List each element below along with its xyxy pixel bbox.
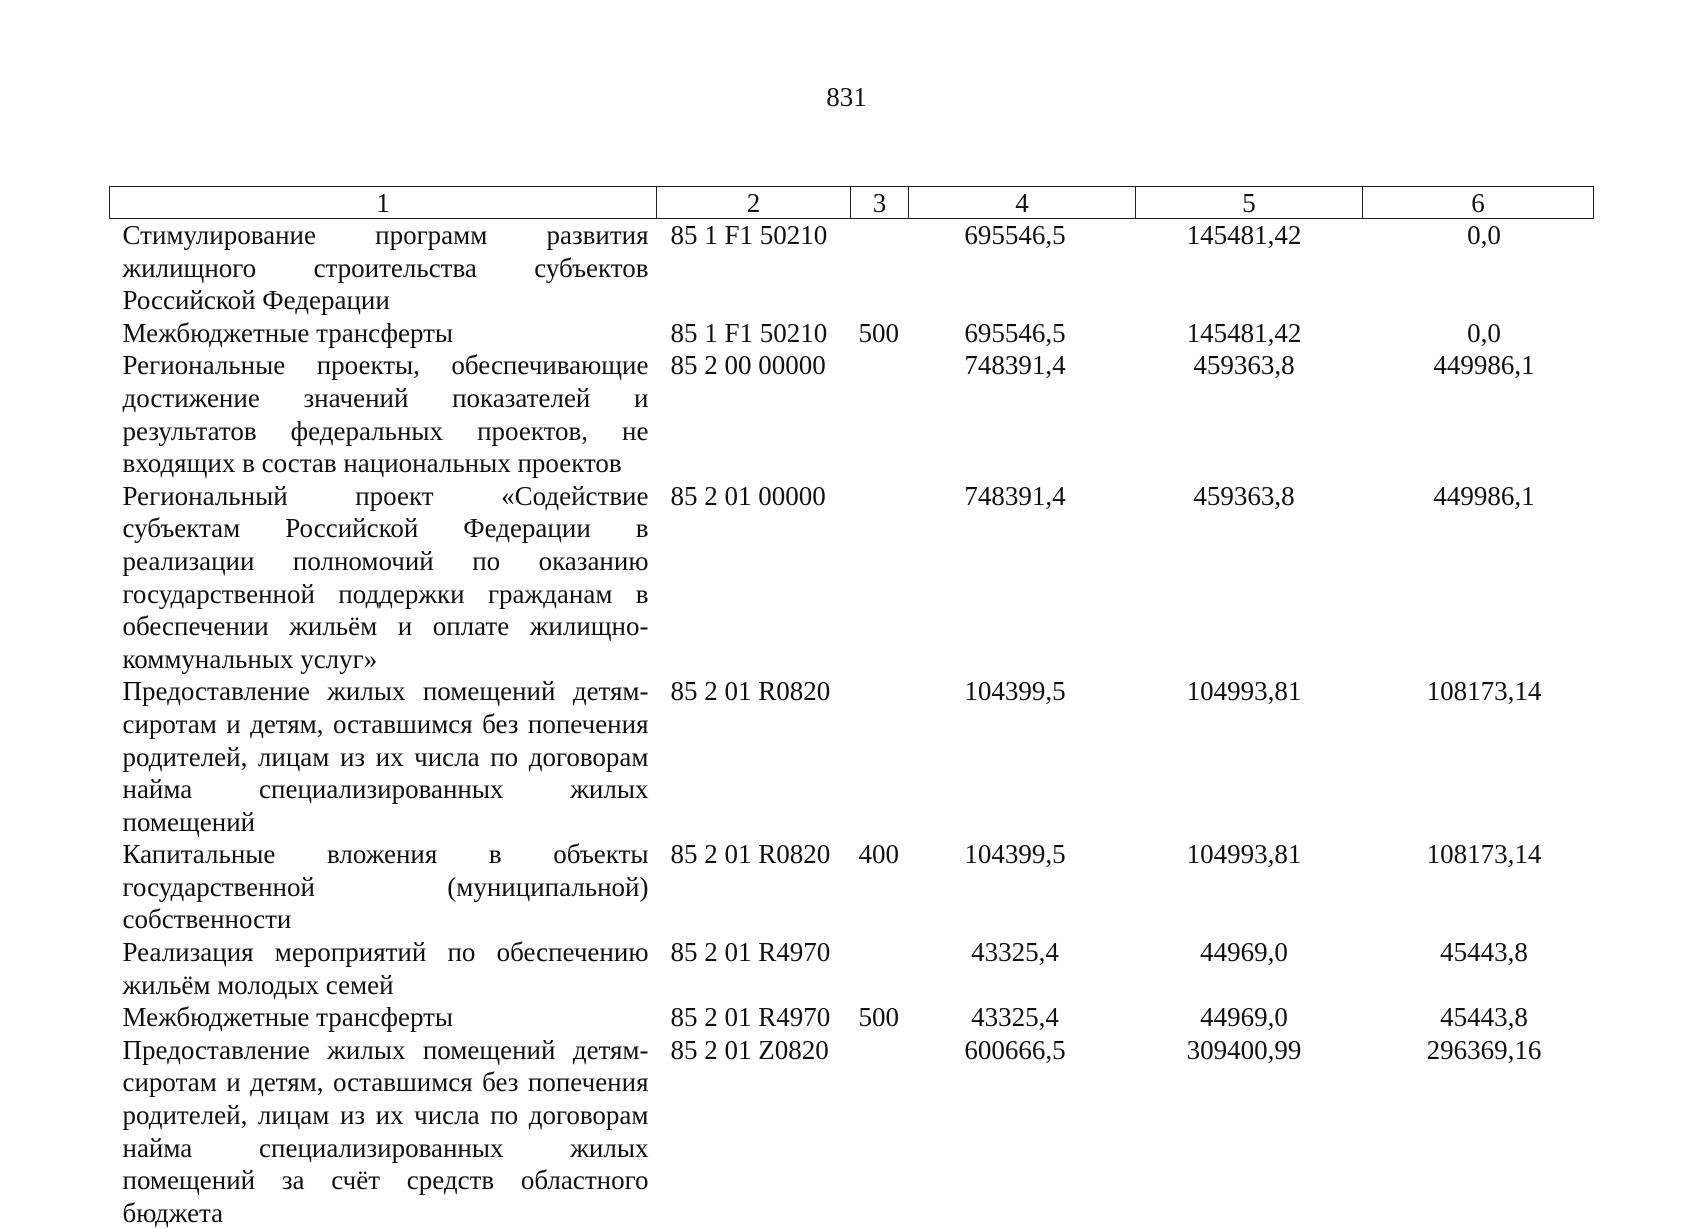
amount-col4: 104399,5 — [964, 676, 1066, 707]
amount-col6: 108173,14 — [1426, 676, 1542, 707]
table-row — [110, 480, 1594, 676]
page-number: 831 — [826, 82, 867, 112]
item-name: Предоставление жилых помещений детям-сиротам и детям, оставшимся без попечения родителей, лицам из их числа по договорам найма специализированных жилых помещений за счёт средств областного бюджета — [122, 1034, 649, 1228]
target-article-code: 85 2 00 00000 — [670, 350, 826, 381]
column-header: 3 — [851, 187, 909, 219]
expense-type-code: 500 — [858, 317, 899, 348]
item-name: Региональные проекты, обеспечивающие достижение значений показателей и результатов федеральных проектов, не входящих в состав национальных проектов — [122, 350, 649, 479]
amount-col4: 748391,4 — [964, 350, 1066, 381]
table-header-row — [110, 187, 1594, 219]
amount-col4: 43325,4 — [971, 937, 1059, 968]
expense-type-code — [851, 936, 909, 1001]
expense-type-code — [851, 219, 909, 317]
amount-col4: 748391,4 — [964, 480, 1066, 511]
amount-col5: 459363,8 — [1193, 350, 1295, 381]
expense-type-code — [851, 480, 909, 676]
item-name: Региональный проект «Содействие субъектам Российской Федерации в реализации полномочий по оказанию государственной поддержки гражданам в обеспечении жильём и оплате жилищно-коммунальных услуг» — [122, 480, 649, 674]
amount-col4: 43325,4 — [971, 1002, 1059, 1033]
amount-col6: 296369,16 — [1426, 1034, 1542, 1065]
budget-table — [109, 186, 1594, 1229]
item-name: Реализация мероприятий по обеспечению жильём молодых семей — [122, 937, 649, 1000]
item-name: Стимулирование программ развития жилищного строительства субъектов Российской Федерации — [122, 220, 649, 316]
item-name: Межбюджетные трансферты — [122, 317, 454, 348]
amount-col5: 309400,99 — [1186, 1034, 1302, 1065]
amount-col5: 145481,42 — [1186, 220, 1302, 250]
item-name: Межбюджетные трансферты — [122, 1002, 454, 1033]
target-article-code: 85 2 01 R4970 — [670, 1002, 831, 1033]
target-article-code: 85 2 01 00000 — [670, 480, 826, 511]
table-row — [110, 936, 1594, 1001]
amount-col6: 449986,1 — [1433, 480, 1535, 511]
table-row — [110, 675, 1594, 838]
target-article-code: 85 1 F1 50210 — [670, 220, 828, 250]
expense-type-code — [851, 675, 909, 838]
column-header: 5 — [1136, 187, 1363, 219]
amount-col6: 0,0 — [1467, 220, 1501, 250]
amount-col4: 104399,5 — [964, 839, 1066, 870]
amount-col5: 459363,8 — [1193, 480, 1295, 511]
amount-col5: 104993,81 — [1186, 676, 1302, 707]
table-row — [110, 317, 1594, 350]
amount-col6: 0,0 — [1467, 317, 1501, 348]
amount-col6: 45443,8 — [1440, 937, 1528, 968]
amount-col5: 145481,42 — [1186, 317, 1302, 348]
amount-col4: 600666,5 — [964, 1034, 1066, 1065]
amount-col6: 45443,8 — [1440, 1002, 1528, 1033]
budget-table-container — [109, 186, 1593, 1229]
amount-col5: 104993,81 — [1186, 839, 1302, 870]
amount-col6: 449986,1 — [1433, 350, 1535, 381]
item-name: Капитальные вложения в объекты государственной (муниципальной) собственности — [122, 839, 649, 935]
column-header: 6 — [1363, 187, 1594, 219]
amount-col6: 108173,14 — [1426, 839, 1542, 870]
column-header: 4 — [909, 187, 1136, 219]
amount-col4: 695546,5 — [964, 317, 1066, 348]
column-header: 1 — [110, 187, 657, 219]
expense-type-code: 400 — [858, 839, 899, 870]
amount-col5: 44969,0 — [1200, 937, 1288, 968]
amount-col4: 695546,5 — [964, 220, 1066, 250]
target-article-code: 85 2 01 R0820 — [670, 676, 831, 707]
target-article-code: 85 2 01 Z0820 — [670, 1034, 829, 1065]
target-article-code: 85 2 01 R4970 — [670, 937, 831, 968]
expense-type-code: 500 — [858, 1002, 899, 1033]
table-row — [110, 838, 1594, 936]
table-row — [110, 1001, 1594, 1034]
expense-type-code — [851, 349, 909, 479]
table-row — [110, 349, 1594, 479]
amount-col5: 44969,0 — [1200, 1002, 1288, 1033]
target-article-code: 85 2 01 R0820 — [670, 839, 831, 870]
item-name: Предоставление жилых помещений детям-сиротам и детям, оставшимся без попечения родителей, лицам из их числа по договорам найма специализированных жилых помещений — [122, 676, 649, 837]
column-header: 2 — [657, 187, 851, 219]
table-row — [110, 219, 1594, 317]
target-article-code: 85 1 F1 50210 — [670, 317, 828, 348]
